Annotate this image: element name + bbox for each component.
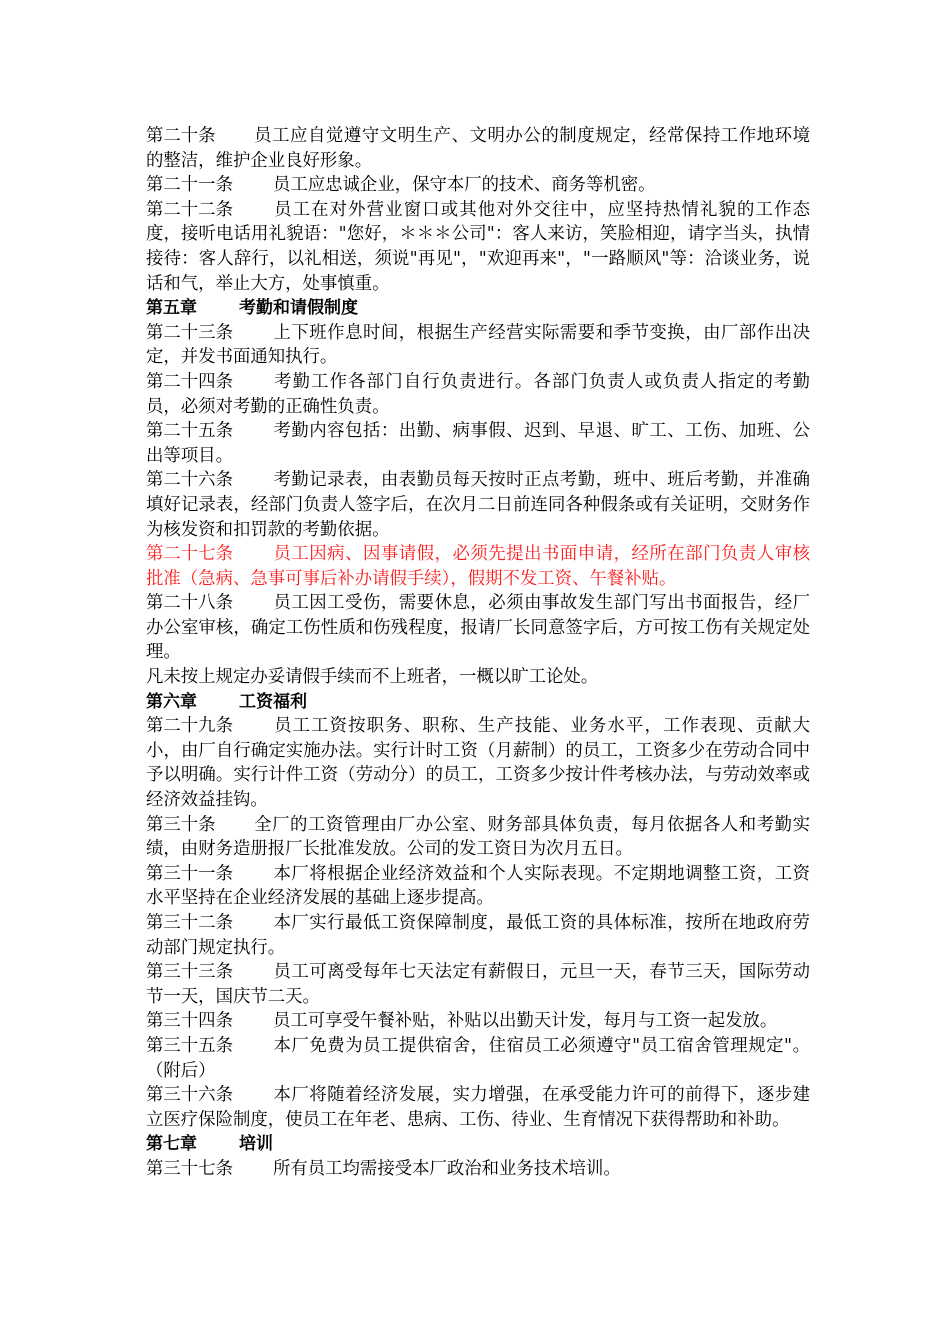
- article-text: 本厂免费为员工提供宿舍，住宿员工必须遵守"员工宿舍管理规定"。（附后）: [146, 1035, 810, 1081]
- paragraph: [146, 665, 810, 690]
- article-number: 第三十一条: [146, 863, 233, 884]
- article-number: 第二十三条: [146, 322, 233, 343]
- article-paragraph: [146, 862, 810, 911]
- article-paragraph: [146, 542, 810, 591]
- chapter-number: 第五章: [146, 298, 197, 319]
- chapter-heading: [146, 1132, 810, 1157]
- chapter-number: 第六章: [146, 691, 197, 712]
- article-paragraph: [146, 960, 810, 1009]
- chapter-heading: [146, 296, 810, 321]
- article-text: 本厂将根据企业经济效益和个人实际表现。不定期地调整工资，工资水平坚持在企业经济发展的基础上逐步提高。: [146, 863, 810, 909]
- article-paragraph: [146, 173, 810, 198]
- article-paragraph: [146, 1009, 810, 1034]
- article-number: 第二十六条: [146, 470, 233, 491]
- chapter-title: 培训: [239, 1134, 273, 1155]
- article-number: 第三十五条: [146, 1035, 233, 1056]
- article-number: 第三十二条: [146, 913, 233, 933]
- article-text: 所有员工均需接受本厂政治和业务技术培训。: [272, 1158, 621, 1179]
- article-number: 第二十五条: [146, 421, 233, 442]
- chapter-number: 第七章: [146, 1134, 197, 1155]
- article-paragraph: [146, 813, 810, 862]
- chapter-title: 工资福利: [239, 691, 307, 712]
- article-paragraph: [146, 911, 810, 960]
- article-paragraph: [146, 714, 810, 812]
- article-text: 全厂的工资管理由厂办公室、财务部具体负责，每月依据各人和考勤实绩，由财务造册报厂长批准发放。公司的发工资日为次月五日。: [146, 814, 810, 860]
- article-text: 员工因工受伤，需要休息，必须由事故发生部门写出书面报告，经厂办公室审核，确定工伤性质和伤残程度，报请厂长同意签字后，方可按工伤有关规定处理。: [146, 593, 810, 663]
- article-text: 员工在对外营业窗口或其他对外交往中，应坚持热情礼貌的工作态度，接听电话用礼貌语："您好，＊＊＊公司"：客人来访，笑脸相迎，请字当头，执情接待：客人辞行，以礼相送，须说"再见"，"欢迎再来"，"一路顺风"等：洽谈业务，说话和气，举止大方，处事慎重。: [146, 199, 810, 294]
- article-text: 考勤内容包括：出勤、病事假、迟到、早退、旷工、工伤、加班、公出等项目。: [146, 421, 810, 466]
- article-number: 第二十条: [146, 126, 216, 146]
- article-text: 员工可享受午餐补贴，补贴以出勤天计发，每月与工资一起发放。: [272, 1011, 778, 1032]
- article-text: 员工应自觉遵守文明生产、文明办公的制度规定，经常保持工作地环境的整洁，维护企业良好形象。: [146, 126, 810, 171]
- article-paragraph: [146, 370, 810, 419]
- article-text: 凡未按上规定办妥请假手续而不上班者，一概以旷工论处。: [146, 667, 599, 688]
- article-paragraph: [146, 1083, 810, 1132]
- article-paragraph: [146, 591, 810, 665]
- article-text: 员工工资按职务、职称、生产技能、业务水平，工作表现、贡献大小，由厂自行确定实施办法。实行计时工资（月薪制）的员工，工资多少在劳动合同中予以明确。实行计件工资（劳动分）的员工，工资多少按计件考核办法，与劳动效率或经济效益挂钩。: [146, 716, 810, 811]
- article-paragraph: [146, 1034, 810, 1083]
- article-text: 员工可离受每年七天法定有薪假日，元旦一天，春节三天，国际劳动节一天，国庆节二天。: [146, 962, 810, 1007]
- article-number: 第二十四条: [146, 371, 233, 392]
- article-number: 第二十九条: [146, 716, 233, 737]
- article-number: 第二十八条: [146, 593, 233, 614]
- article-number: 第三十六条: [146, 1085, 233, 1106]
- article-number: 第三十条: [146, 814, 216, 835]
- article-paragraph: [146, 198, 810, 296]
- article-text: 员工应忠诚企业，保守本厂的技术、商务等机密。: [272, 175, 656, 196]
- article-number: 第三十三条: [146, 962, 233, 983]
- article-text: 员工因病、因事请假，必须先提出书面申请，经所在部门负责人审核批准（急病、急事可事后补办请假手续），假期不发工资、午餐补贴。: [146, 544, 810, 589]
- article-text: 考勤记录表，由表勤员每天按时正点考勤，班中、班后考勤，并准确填好记录表，经部门负责人签字后，在次月二日前连同各种假条或有关证明，交财务作为核发资和扣罚款的考勤依据。: [146, 470, 810, 540]
- document-body: [146, 124, 810, 1182]
- article-paragraph: [146, 124, 810, 173]
- chapter-heading: [146, 690, 810, 715]
- chapter-title: 考勤和请假制度: [239, 298, 358, 319]
- article-number: 第二十二条: [146, 199, 233, 220]
- article-text: 本厂将随着经济发展，实力增强，在承受能力许可的前得下，逐步建立医疗保险制度，使员工在年老、患病、工伤、待业、生育情况下获得帮助和补助。: [146, 1085, 810, 1130]
- article-text: 上下班作息时间，根据生产经营实际需要和季节变换，由厂部作出决定，并发书面通知执行。: [146, 322, 810, 368]
- article-text: 考勤工作各部门自行负责进行。各部门负责人或负责人指定的考勤员，必须对考勤的正确性负责。: [146, 371, 810, 417]
- article-number: 第三十七条: [146, 1158, 233, 1179]
- article-text: 本厂实行最低工资保障制度，最低工资的具体标准，按所在地政府劳动部门规定执行。: [146, 913, 810, 958]
- article-paragraph: [146, 321, 810, 370]
- article-paragraph: [146, 419, 810, 468]
- article-paragraph: [146, 1157, 810, 1182]
- article-number: 第二十一条: [146, 175, 233, 196]
- article-paragraph: [146, 468, 810, 542]
- article-number: 第三十四条: [146, 1011, 233, 1032]
- article-number: 第二十七条: [146, 544, 233, 565]
